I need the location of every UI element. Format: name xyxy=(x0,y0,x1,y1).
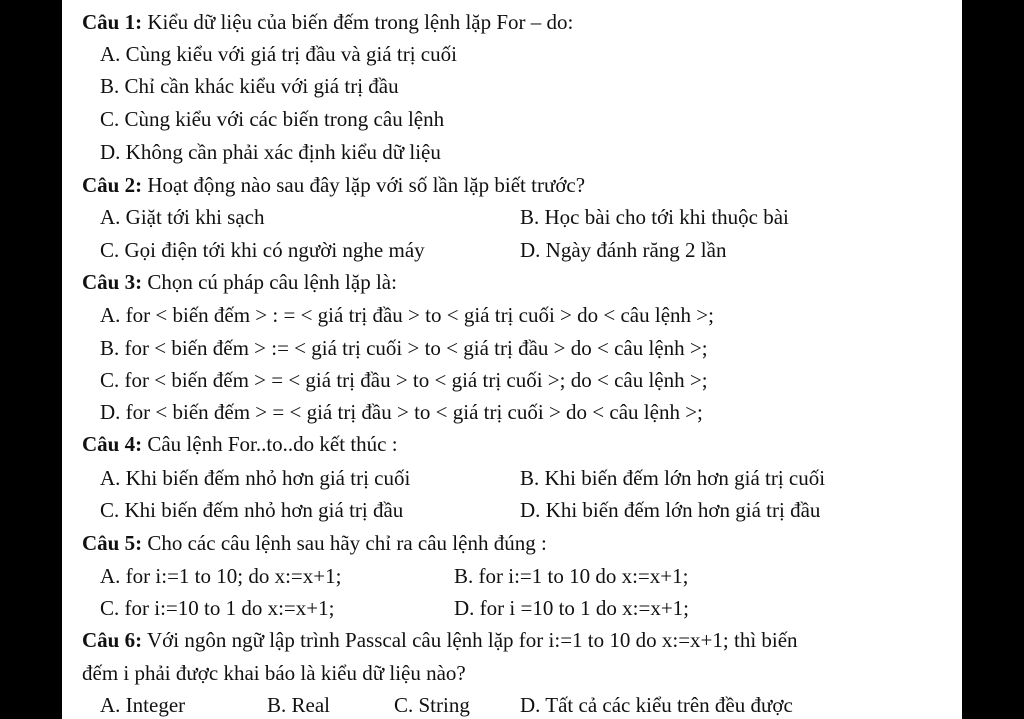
question-number: Câu 3: xyxy=(82,270,143,294)
question-number: Câu 5: xyxy=(82,531,143,555)
option-4a: A. Khi biến đếm nhỏ hơn giá trị cuối xyxy=(100,466,411,490)
question-text: Với ngôn ngữ lập trình Passcal câu lệnh lặp for i:=1 to 10 do x:=x+1; thì biến xyxy=(146,628,798,652)
question-3 xyxy=(82,270,397,294)
option-3b: B. for < biến đếm > := < giá trị cuối > to < giá trị đầu > do < câu lệnh >; xyxy=(100,336,708,360)
question-number: Câu 4: xyxy=(82,432,143,456)
option-1b: B. Chỉ cần khác kiểu với giá trị đầu xyxy=(100,74,399,98)
option-2b: B. Học bài cho tới khi thuộc bài xyxy=(520,205,789,229)
question-text: Hoạt động nào sau đây lặp với số lần lặp biết trước? xyxy=(147,173,586,197)
question-text: Chọn cú pháp câu lệnh lặp là: xyxy=(147,270,397,294)
option-4b: B. Khi biến đếm lớn hơn giá trị cuối xyxy=(520,466,826,490)
option-5d: D. for i =10 to 1 do x:=x+1; xyxy=(454,596,690,620)
option-2a: A. Giặt tới khi sạch xyxy=(100,205,265,229)
option-3c: C. for < biến đếm > = < giá trị đầu > to < giá trị cuối >; do < câu lệnh >; xyxy=(100,368,708,392)
option-1c: C. Cùng kiểu với các biến trong câu lệnh xyxy=(100,107,445,131)
option-5a: A. for i:=1 to 10; do x:=x+1; xyxy=(100,564,342,588)
question-text: Kiểu dữ liệu của biến đếm trong lệnh lặp For – do: xyxy=(147,10,574,34)
option-1a: A. Cùng kiểu với giá trị đầu và giá trị cuối xyxy=(100,42,457,66)
question-1 xyxy=(82,10,573,34)
question-4 xyxy=(82,432,398,456)
option-5c: C. for i:=10 to 1 do x:=x+1; xyxy=(100,596,335,620)
question-text: Câu lệnh For..to..do kết thúc : xyxy=(147,432,398,456)
question-text: Cho các câu lệnh sau hãy chỉ ra câu lệnh đúng : xyxy=(147,531,547,555)
question-5 xyxy=(82,531,547,555)
option-4d: D. Khi biến đếm lớn hơn giá trị đầu xyxy=(520,498,821,522)
question-number: Câu 2: xyxy=(82,173,143,197)
option-1d: D. Không cần phải xác định kiểu dữ liệu xyxy=(100,140,441,164)
option-5b: B. for i:=1 to 10 do x:=x+1; xyxy=(454,564,689,588)
option-6b: B. Real xyxy=(267,693,330,717)
option-6c: C. String xyxy=(394,693,470,717)
question-6-continuation: đếm i phải được khai báo là kiểu dữ liệu nào? xyxy=(82,661,466,685)
option-3d: D. for < biến đếm > = < giá trị đầu > to < giá trị cuối > do < câu lệnh >; xyxy=(100,400,703,424)
option-2c: C. Gọi điện tới khi có người nghe máy xyxy=(100,238,425,262)
question-number: Câu 6: xyxy=(82,628,143,652)
option-3a: A. for < biến đếm > : = < giá trị đầu > to < giá trị cuối > do < câu lệnh >; xyxy=(100,303,714,327)
question-number: Câu 1: xyxy=(82,10,143,34)
option-6a: A. Integer xyxy=(100,693,186,717)
option-4c: C. Khi biến đếm nhỏ hơn giá trị đầu xyxy=(100,498,404,522)
question-2 xyxy=(82,173,585,197)
option-2d: D. Ngày đánh răng 2 lần xyxy=(520,238,727,262)
document-page xyxy=(62,0,962,719)
question-6 xyxy=(82,628,798,652)
option-6d: D. Tất cả các kiểu trên đều được xyxy=(520,693,793,717)
